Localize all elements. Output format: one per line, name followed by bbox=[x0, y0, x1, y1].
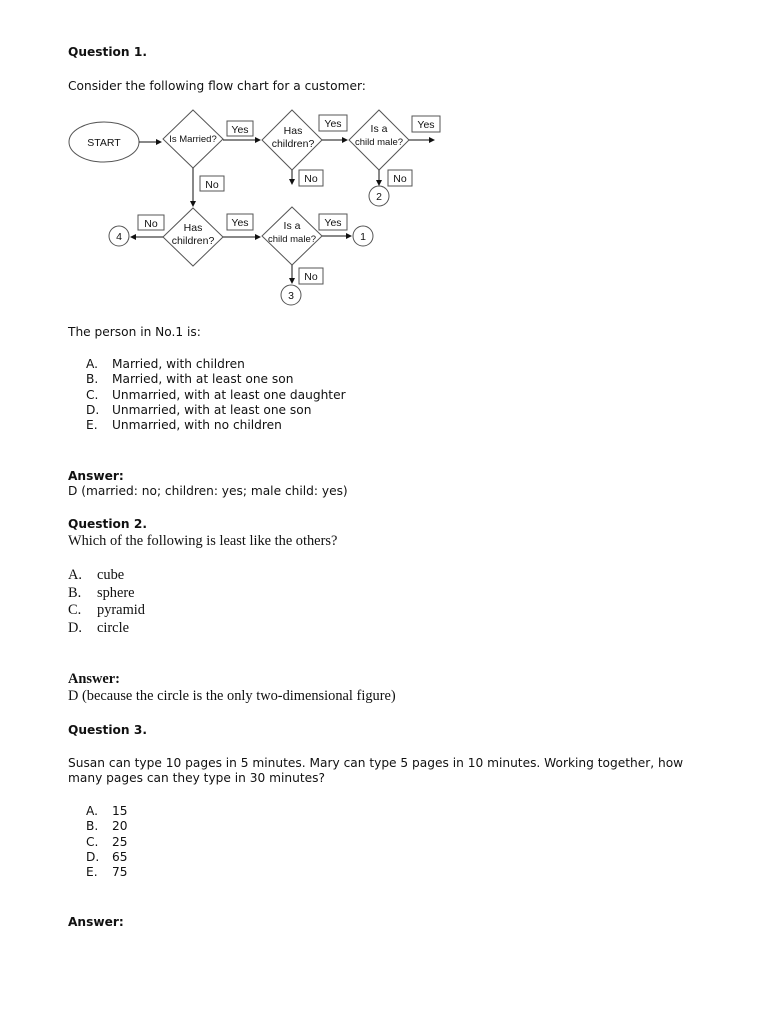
option-item bbox=[86, 388, 346, 403]
option-text: pyramid bbox=[97, 602, 145, 618]
flow-yes-label: Yes bbox=[417, 119, 435, 131]
flow-end-2-label: 2 bbox=[376, 191, 382, 203]
flow-yes-label: Yes bbox=[231, 124, 249, 136]
q3-options bbox=[86, 804, 128, 880]
option-item bbox=[86, 850, 128, 865]
q2-prompt: Which of the following is least like the others? bbox=[68, 533, 338, 549]
option-item bbox=[86, 819, 128, 834]
option-letter: A. bbox=[68, 567, 82, 583]
option-letter: C. bbox=[86, 834, 99, 849]
option-text: Unmarried, with at least one son bbox=[112, 402, 312, 417]
option-text: cube bbox=[97, 567, 125, 583]
q3-heading: Question 3. bbox=[68, 723, 147, 737]
option-item bbox=[68, 620, 145, 638]
flow-has-children-2-line2: children? bbox=[171, 235, 215, 247]
flow-no-label: No bbox=[304, 173, 318, 185]
q2-answer-label: Answer: bbox=[68, 671, 120, 687]
option-text: 25 bbox=[112, 834, 128, 849]
option-letter: E. bbox=[86, 865, 98, 880]
option-item bbox=[86, 357, 346, 372]
option-text: sphere bbox=[97, 584, 135, 601]
flow-has-children-2-line1: Has bbox=[183, 222, 203, 234]
option-text: 75 bbox=[112, 865, 128, 880]
flow-has-children-1-line1: Has bbox=[283, 125, 303, 137]
option-item bbox=[86, 372, 346, 387]
flow-no-label: No bbox=[304, 271, 318, 283]
q1-options bbox=[86, 357, 346, 433]
option-text: Unmarried, with at least one daughter bbox=[112, 387, 346, 402]
option-text: Unmarried, with no children bbox=[112, 418, 282, 433]
option-letter: C. bbox=[86, 387, 99, 402]
q1-answer-text: D (married: no; children: yes; male child: yes) bbox=[68, 484, 348, 498]
flow-start-label: START bbox=[87, 137, 121, 149]
option-letter: A. bbox=[86, 357, 98, 371]
option-item bbox=[86, 835, 128, 850]
option-letter: D. bbox=[68, 619, 82, 636]
flow-yes-label: Yes bbox=[231, 217, 249, 229]
flow-end-1-label: 1 bbox=[360, 231, 366, 243]
option-letter: D. bbox=[86, 849, 100, 864]
option-text: 20 bbox=[112, 819, 128, 834]
option-item bbox=[86, 804, 128, 819]
q1-answer-label: Answer: bbox=[68, 469, 124, 483]
option-item bbox=[68, 585, 145, 603]
option-letter: E. bbox=[86, 418, 98, 433]
q3-prompt-line2: many pages can they type in 30 minutes? bbox=[68, 771, 325, 785]
flow-child-male-1-line1: Is a bbox=[370, 123, 388, 135]
option-letter: C. bbox=[68, 602, 82, 618]
q2-heading: Question 2. bbox=[68, 517, 147, 531]
option-text: Married, with at least one son bbox=[112, 372, 294, 387]
option-letter: D. bbox=[86, 402, 100, 417]
flow-end-4-label: 4 bbox=[116, 231, 122, 243]
flow-yes-label: Yes bbox=[324, 217, 342, 229]
flow-no-label: No bbox=[393, 173, 407, 185]
q1-prompt: The person in No.1 is: bbox=[68, 325, 201, 339]
q1-intro: Consider the following flow chart for a customer: bbox=[68, 79, 366, 93]
flow-married-label: Is Married? bbox=[169, 134, 217, 145]
option-item bbox=[86, 418, 346, 433]
option-letter: B. bbox=[68, 584, 82, 601]
option-item bbox=[68, 602, 145, 620]
flow-no-label: No bbox=[205, 179, 219, 191]
q1-flowchart bbox=[60, 100, 460, 312]
option-item bbox=[86, 403, 346, 418]
q1-heading: Question 1. bbox=[68, 45, 147, 59]
option-item bbox=[68, 567, 145, 585]
flow-child-male-2-line1: Is a bbox=[283, 220, 301, 232]
flow-child-male-1-line2: child male? bbox=[354, 137, 404, 148]
flow-has-children-1-line2: children? bbox=[271, 138, 315, 150]
q3-prompt-line1: Susan can type 10 pages in 5 minutes. Mary can type 5 pages in 10 minutes. Working together, how bbox=[68, 756, 684, 770]
option-letter: B. bbox=[86, 819, 99, 834]
flow-no-label: No bbox=[144, 218, 158, 230]
option-text: 65 bbox=[112, 849, 128, 864]
flow-end-3-label: 3 bbox=[288, 290, 294, 302]
option-text: Married, with children bbox=[112, 357, 245, 371]
flow-yes-label: Yes bbox=[324, 118, 342, 130]
option-text: circle bbox=[97, 619, 129, 636]
option-letter: A. bbox=[86, 804, 98, 818]
option-text: 15 bbox=[112, 804, 128, 818]
flow-child-male-2-line2: child male? bbox=[267, 234, 317, 245]
q3-answer-label: Answer: bbox=[68, 915, 124, 929]
q2-options bbox=[68, 567, 145, 637]
q2-answer-text: D (because the circle is the only two-dimensional figure) bbox=[68, 688, 396, 704]
option-letter: B. bbox=[86, 372, 99, 387]
option-item bbox=[86, 865, 128, 880]
